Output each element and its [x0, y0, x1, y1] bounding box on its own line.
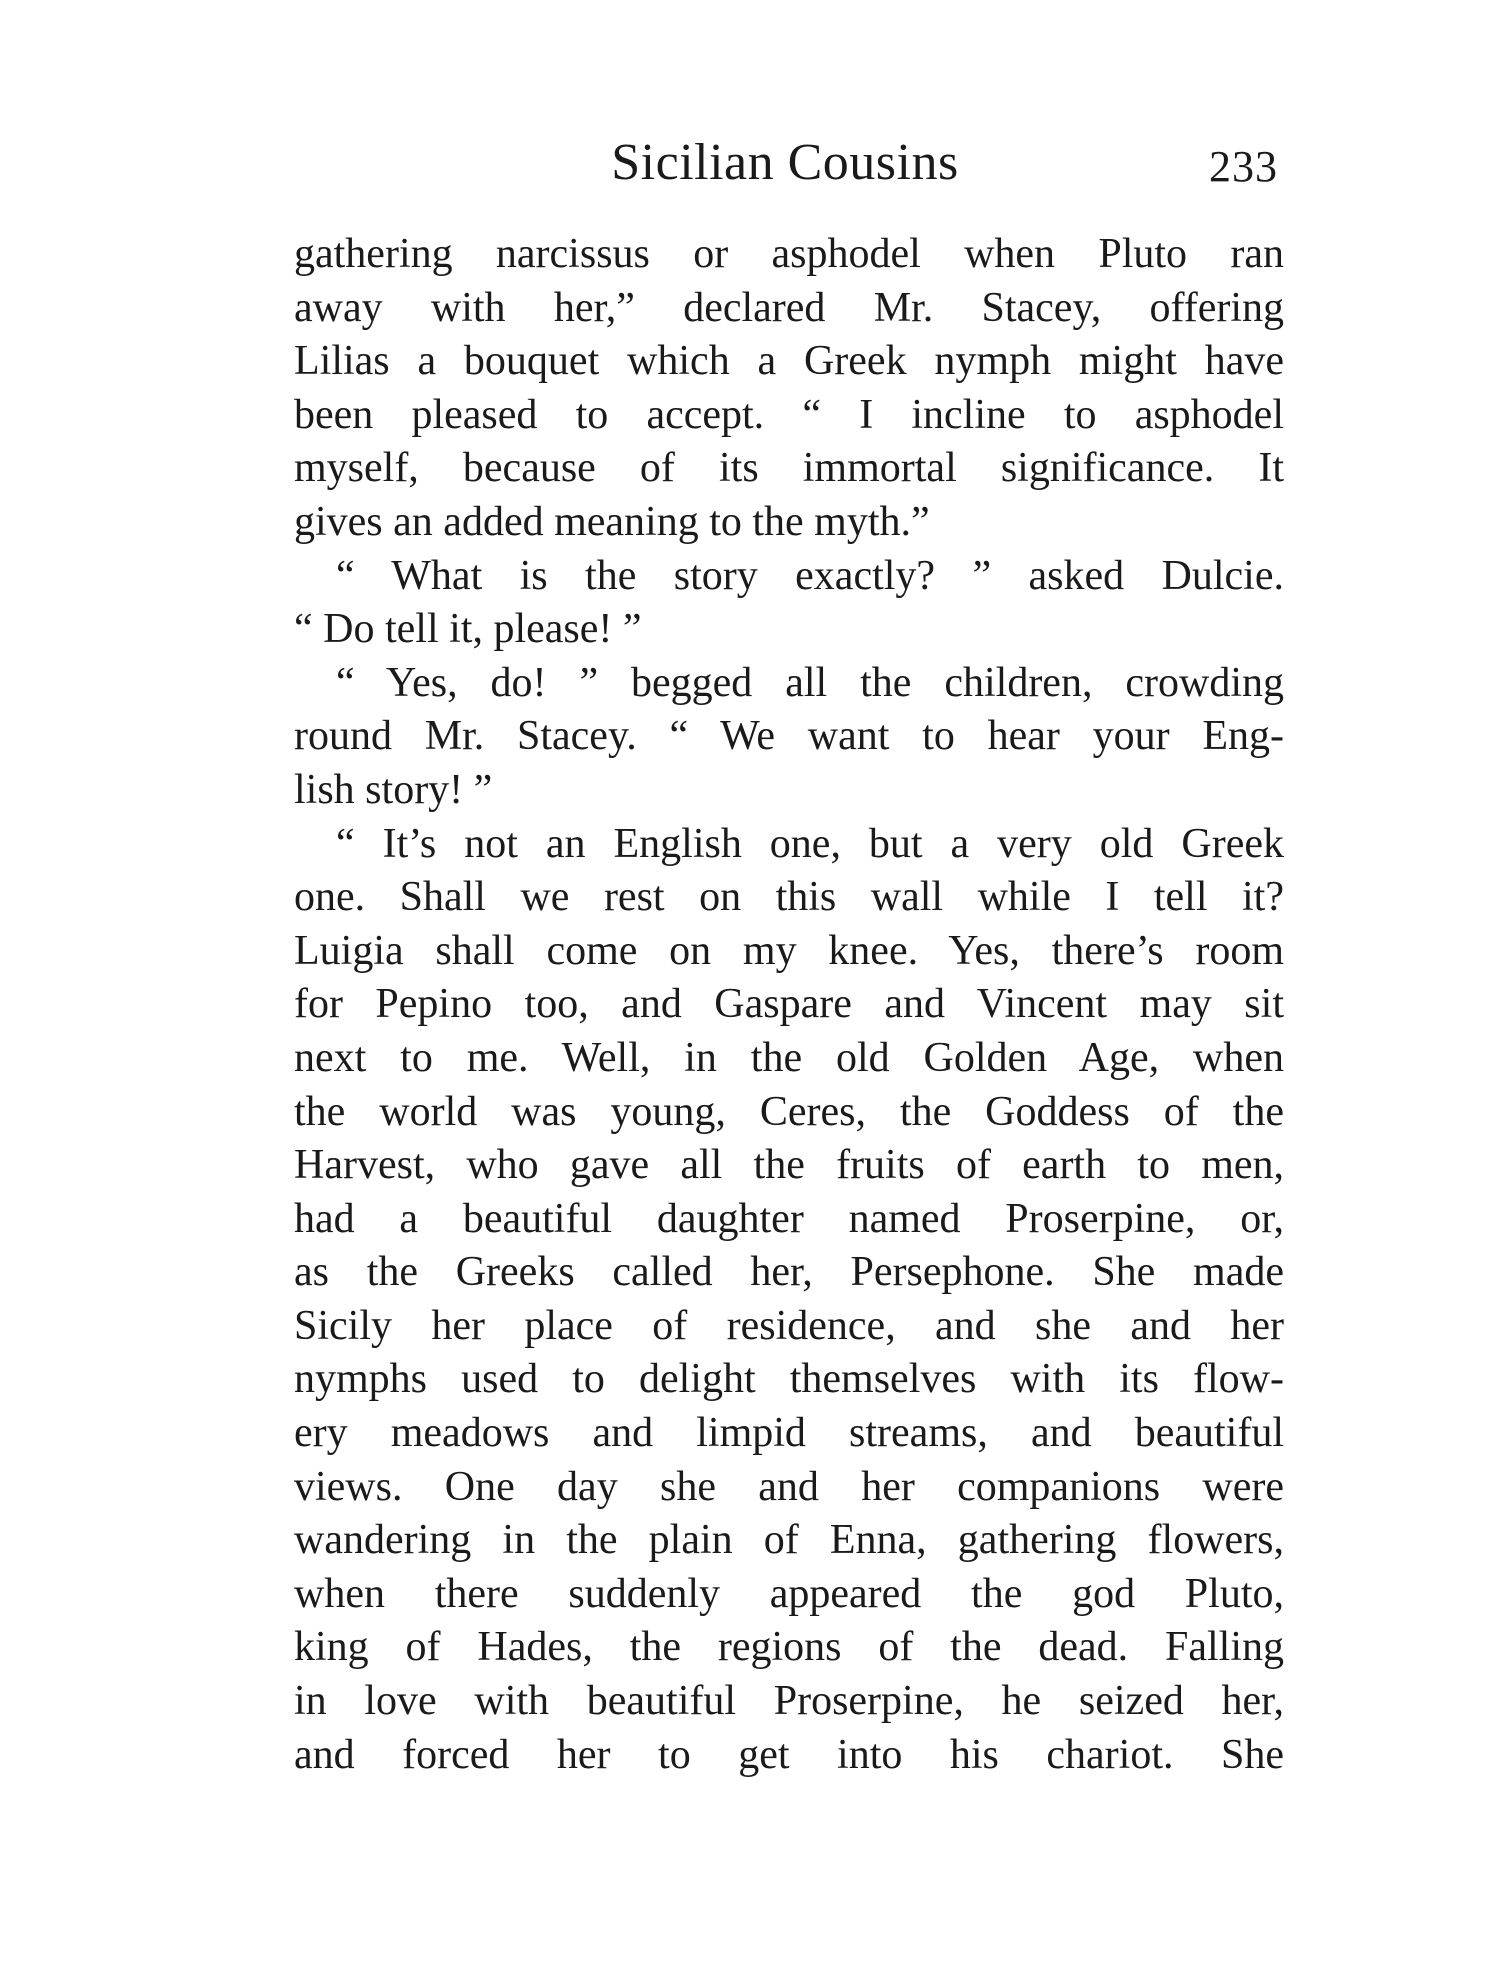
text-line: Sicily her place of residence, and she and her	[294, 1302, 1284, 1349]
text-line: Harvest, who gave all the fruits of earth to men,	[294, 1142, 1284, 1189]
text-line: next to me. Well, in the old Golden Age, when	[294, 1034, 1284, 1081]
text-line: ery meadows and limpid streams, and beautiful	[294, 1410, 1284, 1457]
text-line: as the Greeks called her, Persephone. She made	[294, 1249, 1284, 1296]
running-head	[290, 128, 1280, 198]
text-line: “ What is the story exactly? ” asked Dulcie.	[336, 552, 1284, 599]
text-line: gathering narcissus or asphodel when Pluto ran	[294, 231, 1284, 277]
text-line: views. One day she and her companions were	[294, 1463, 1284, 1510]
text-line: Lilias a bouquet which a Greek nymph might have	[294, 338, 1284, 385]
text-line: in love with beautiful Proserpine, he seized her,	[294, 1678, 1284, 1725]
text-line: wandering in the plain of Enna, gathering flowers,	[294, 1517, 1284, 1564]
text-line: Luigia shall come on my knee. Yes, there’s room	[294, 927, 1284, 974]
running-title: Sicilian Cousins	[611, 134, 959, 191]
text-line: king of Hades, the regions of the dead. Falling	[294, 1624, 1284, 1671]
text-line: for Pepino too, and Gaspare and Vincent may sit	[294, 981, 1284, 1028]
text-line: “ Yes, do! ” begged all the children, crowding	[336, 659, 1284, 706]
text-line: and forced her to get into his chariot. She	[294, 1731, 1284, 1778]
page-number: 233	[1209, 142, 1278, 191]
text-line: round Mr. Stacey. “ We want to hear your Eng-	[294, 713, 1284, 760]
text-line: “ Do tell it, please! ”	[294, 606, 642, 653]
text-line: the world was young, Ceres, the Goddess of the	[294, 1088, 1284, 1135]
body-text	[294, 228, 1284, 1782]
text-line: “ It’s not an English one, but a very old Greek	[336, 820, 1284, 867]
text-line: one. Shall we rest on this wall while I tell it?	[294, 874, 1284, 921]
text-line: nymphs used to delight themselves with its flow-	[294, 1356, 1284, 1403]
text-line: when there suddenly appeared the god Pluto,	[294, 1570, 1284, 1617]
text-line: gives an added meaning to the myth.”	[294, 498, 930, 545]
text-line: been pleased to accept. “ I incline to asphodel	[294, 391, 1284, 438]
text-line: lish story! ”	[294, 766, 493, 813]
text-line: had a beautiful daughter named Proserpine, or,	[294, 1195, 1284, 1242]
text-line: myself, because of its immortal significance. It	[294, 445, 1284, 492]
text-line: away with her,” declared Mr. Stacey, offering	[294, 284, 1284, 331]
